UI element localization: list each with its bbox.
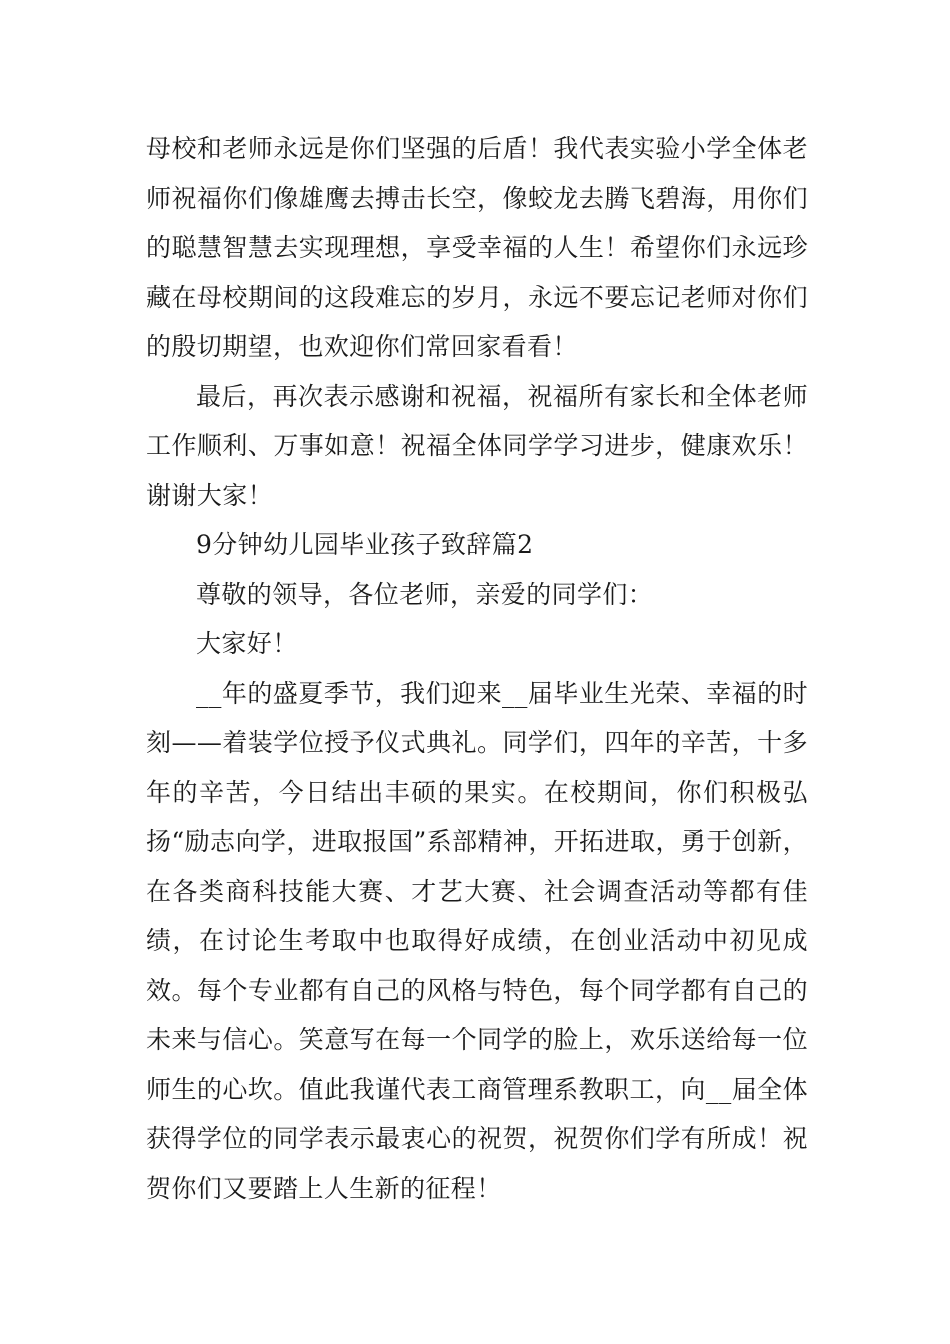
section-heading: 9分钟幼儿园毕业孩子致辞篇2 — [196, 530, 534, 559]
salutation: 尊敬的领导，各位老师，亲爱的同学们： — [196, 579, 654, 609]
document-body — [146, 124, 808, 1213]
paragraph-graduation-speech: __年的盛夏季节，我们迎来__届毕业生光荣、幸福的时刻——着装学位授予仪式典礼。同学们，四年的辛苦，十多年的辛苦，今日结出丰硕的果实。在校期间，你们积极弘扬“励志向学，进取报国”系部精神，开拓进取，勇于创新，在各类商科技能大赛、才艺大赛、社会调查活动等都有佳绩，在讨论生考取中也取得好成绩，在创业活动中初见成效。每个专业都有自己的风格与特色，每个同学都有自己的未来与信心。笑意写在每一个同学的脸上，欢乐送给每一位师生的心坎。值此我谨代表工商管理系教职工，向__届全体获得学位的同学表示最衷心的祝贺，祝贺你们学有所成！祝贺你们又要踏上人生新的征程！ — [146, 678, 808, 1203]
paragraph-closing-blessing: 母校和老师永远是你们坚强的后盾！我代表实验小学全体老师祝福你们像雄鹰去搏击长空，像蛟龙去腾飞碧海，用你们的聪慧智慧去实现理想，享受幸福的人生！希望你们永远珍藏在母校期间的这段难忘的岁月，永远不要忘记老师对你们的殷切期望，也欢迎你们常回家看看！ — [146, 134, 808, 361]
greeting: 大家好！ — [196, 629, 298, 658]
paragraph-final-thanks: 最后，再次表示感谢和祝福，祝福所有家长和全体老师工作顺利、万事如意！祝福全体同学学习进步，健康欢乐！谢谢大家！ — [146, 381, 808, 510]
